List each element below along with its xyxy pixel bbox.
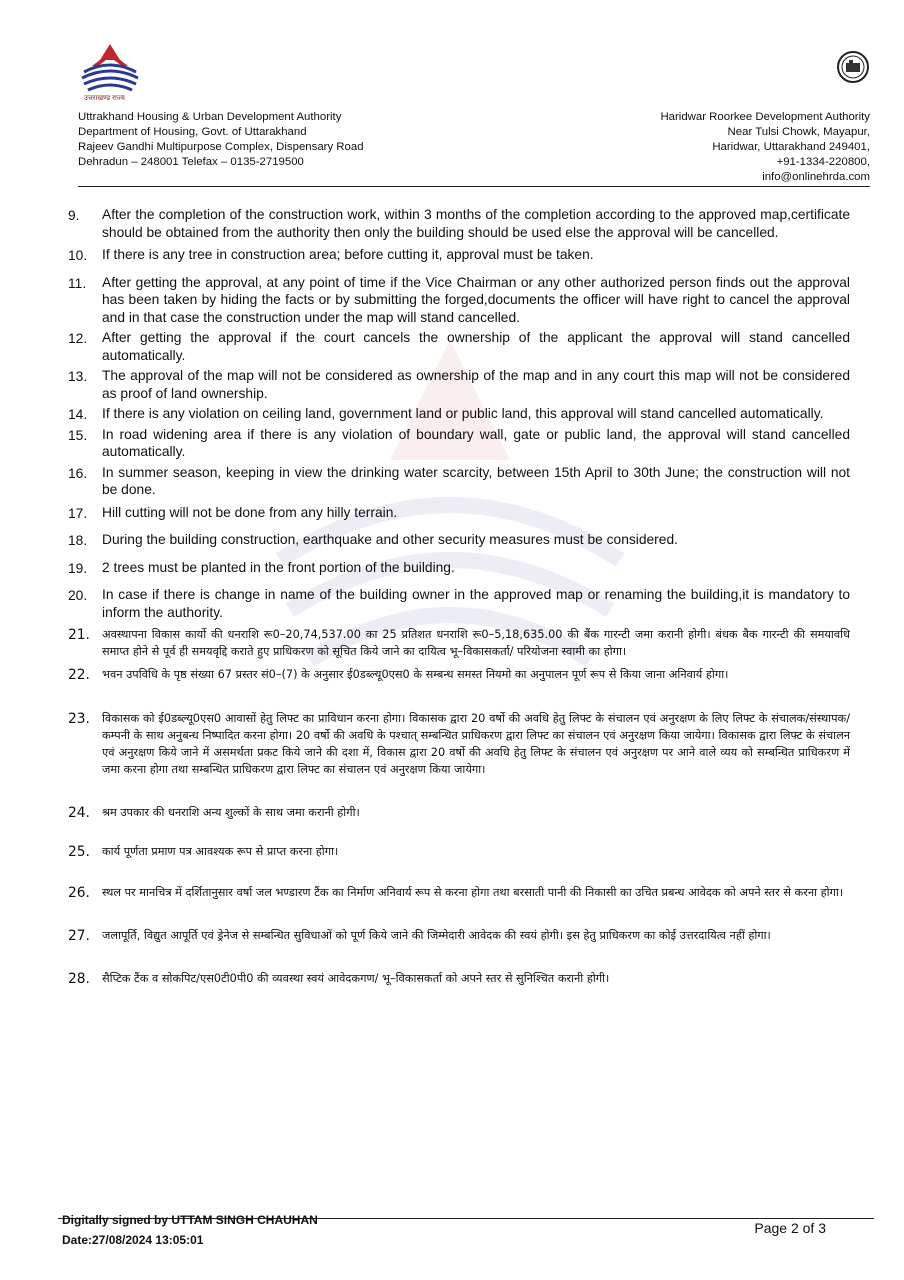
- item-text: विकासक को ई0डब्ल्यू0एस0 आवासों हेतु लिफ्ट का प्राविधान करना होगा। विकासक द्वारा 20 वर्षो की अवधि हेतु लिफ्ट के संचालन एवं अनुरक्षण के लिए लिफ्ट के संचालक/संस्थापक/कम्पनी के साथ अनुबन्ध निष्पादित करना होगा। 20 वर्षो की अवधि के पश्चात् सम्बन्धित प्राधिकरण द्वारा लिफ्ट का संचालन एवं अनुरक्षण किया जायेगा। विकासक द्वारा लिफ्ट के संचालन एवं अनुरक्षण किये जाने में असमर्थता प्रकट किये जाने की दशा में, विकास द्वारा 20 वर्षो की अवधि हेतु लिफ्ट के संचालन एवं अनुरक्षण पर आने वाले व्यय को सम्बन्धित प्राधिकरण में जमा करना होगा तथा सम्बन्धित प्राधिकरण द्वारा लिफ्ट का संचालन एवं अनुरक्षण किया जायेगा।: [102, 712, 850, 776]
- item-number: 10.: [68, 248, 88, 263]
- list-item: [68, 504, 850, 522]
- address-line: +91-1334-220800,: [776, 156, 870, 168]
- address-line: Department of Housing, Govt. of Uttarakhand: [78, 126, 307, 138]
- item-text: 2 trees must be planted in the front portion of the building.: [102, 559, 455, 575]
- hrda-seal-icon: [836, 50, 870, 84]
- item-number: 14.: [68, 407, 88, 422]
- list-item: [68, 559, 850, 577]
- signed-by: Digitally signed by UTTAM SINGH CHAUHAN: [62, 1213, 318, 1227]
- email-link[interactable]: info@onlinehrda.com: [762, 171, 870, 183]
- item-number: 22.: [68, 667, 90, 683]
- item-text: If there is any tree in construction area; before cutting it, approval must be taken.: [102, 247, 594, 262]
- item-number: 16.: [68, 465, 88, 481]
- item-text: After getting the approval, at any point of time if the Vice Chairman or any other authorized person finds out the approval has been taken by hiding the facts or by submitting the forged,documents the officer will have right to cancel the approval and in that case the construction under the map will stand cancelled.: [102, 274, 850, 325]
- digital-signature: [62, 1210, 318, 1250]
- page-number: Page 2 of 3: [754, 1220, 826, 1236]
- list-item: [68, 710, 850, 778]
- item-text: In case if there is change in name of the building owner in the approved map or renaming the building,it is mandatory to inform the authority.: [102, 587, 850, 620]
- item-text: अवस्थापना विकास कार्यो की धनराशि रू0–20,74,537.00 का 25 प्रतिशत धनराशि रू0–5,18,635.00 की बैंक गारन्टी जमा करानी होगी। बंधक बैक गारन्टी की समयावधि समाप्त होने से पूर्व ही समयवृद्दि कराते हुए प्राधिकरण को सूचित किये जाने का दायित्व भू–विकासकर्ता/ परियोजना स्वामी का होगा।: [102, 628, 850, 658]
- item-text: During the building construction, earthquake and other security measures must be considered.: [102, 532, 678, 547]
- list-item: [68, 666, 850, 683]
- list-item: [68, 206, 850, 241]
- item-number: 15.: [68, 427, 88, 443]
- list-item: [68, 367, 850, 402]
- item-text: If there is any violation on ceiling land, government land or public land, this approval will stand cancelled automatically.: [102, 406, 824, 421]
- list-item: [68, 626, 850, 660]
- list-item: [68, 405, 850, 423]
- address-line: Haridwar, Uttarakhand 249401,: [712, 141, 870, 153]
- item-text: After the completion of the construction work, within 3 months of the completion according to the approved map,certificate should be obtained from the authority then only the building should be used else the approval will be cancelled.: [102, 207, 850, 240]
- list-item: [68, 804, 850, 821]
- conditions-list: [68, 206, 850, 987]
- list-item: [68, 246, 850, 264]
- item-text: कार्य पूर्णता प्रमाण पत्र आवश्यक रूप से प्राप्त करना होगा।: [102, 845, 339, 858]
- item-text: After getting the approval if the court cancels the ownership of the applicant the approval will stand cancelled automatically.: [102, 330, 850, 363]
- item-text: जलापूर्ति, विद्युत आपूर्ति एवं ड्रेनेज से सम्बन्धित सुविधाओं को पूर्ण किये जाने की जिम्मेदारी आवेदक की स्वयं होगी। इस हेतु प्राधिकरण का कोई उत्तरदायित्व नहीं होगा।: [102, 929, 771, 942]
- address-line: Rajeev Gandhi Multipurpose Complex, Dispensary Road: [78, 141, 364, 153]
- item-text: स्थल पर मानचित्र में दर्शितानुसार वर्षा जल भण्डारण टैंक का निर्माण अनिवार्य रूप से करना होगा तथा बरसाती पानी की निकासी का उचित प्रबन्ध आवेदक को अपने स्तर से करना होगा।: [102, 886, 844, 899]
- item-number: 12.: [68, 331, 88, 346]
- logo-caption: उत्तराखण्ड राज्य: [84, 95, 125, 102]
- item-text: श्रम उपकार की धनराशि अन्य शुल्कों के साथ जमा करानी होगी।: [102, 806, 360, 819]
- list-item: [68, 586, 850, 621]
- letterhead: [78, 38, 870, 188]
- item-text: The approval of the map will not be considered as ownership of the map and in any court this map will not be considered as proof of land ownership.: [102, 368, 850, 401]
- list-item: [68, 464, 850, 499]
- item-number: 11.: [68, 275, 87, 291]
- item-text: In road widening area if there is any violation of boundary wall, gate or public land, the approval will stand cancelled automatically.: [102, 426, 850, 459]
- signature-date: Date:27/08/2024 13:05:01: [62, 1233, 204, 1247]
- list-item: [68, 927, 850, 944]
- authority-address-left: [78, 110, 364, 170]
- item-number: 26.: [68, 885, 90, 901]
- header-divider: [78, 186, 870, 187]
- item-number: 18.: [68, 533, 88, 548]
- item-number: 24.: [68, 805, 90, 821]
- list-item: [68, 274, 850, 327]
- item-number: 13.: [68, 369, 88, 384]
- item-number: 23.: [68, 711, 90, 727]
- address-line: Uttrakhand Housing & Urban Development Authority: [78, 111, 342, 123]
- address-line: Near Tulsi Chowk, Mayapur,: [727, 126, 870, 138]
- item-text: भवन उपविधि के पृष्ठ संख्या 67 प्रस्तर सं0–(7) के अनुसार ई0डब्ल्यू0एस0 के सम्बन्ध समस्त नियमो का अनुपालन पूर्ण रूप से किया जाना अनिवार्य होगा।: [102, 668, 729, 681]
- item-number: 19.: [68, 560, 88, 576]
- item-text: सैप्टिक टैंक व सोकपिट/एस0टी0पी0 की व्यवस्था स्वयं आवेदकगण/ भू–विकासकर्ता को अपने स्तर से सुनिश्चित करानी होगी।: [102, 972, 610, 985]
- list-item: [68, 843, 850, 860]
- authority-address-right: [660, 110, 870, 185]
- list-item: [68, 426, 850, 461]
- item-number: 27.: [68, 928, 90, 944]
- address-line: Dehradun – 248001 Telefax – 0135-2719500: [78, 156, 304, 168]
- list-item: [68, 884, 850, 901]
- item-text: Hill cutting will not be done from any hilly terrain.: [102, 504, 398, 520]
- list-item: [68, 970, 850, 987]
- list-item: [68, 531, 850, 549]
- item-number: 9.: [68, 208, 80, 223]
- item-number: 17.: [68, 505, 88, 521]
- address-line: Haridwar Roorkee Development Authority: [660, 111, 870, 123]
- item-text: In summer season, keeping in view the drinking water scarcity, between 15th April to 30th June; the construction will not be done.: [102, 464, 850, 497]
- list-item: [68, 329, 850, 364]
- item-number: 21.: [68, 627, 90, 643]
- item-number: 20.: [68, 588, 88, 603]
- item-number: 28.: [68, 971, 90, 987]
- item-number: 25.: [68, 844, 90, 860]
